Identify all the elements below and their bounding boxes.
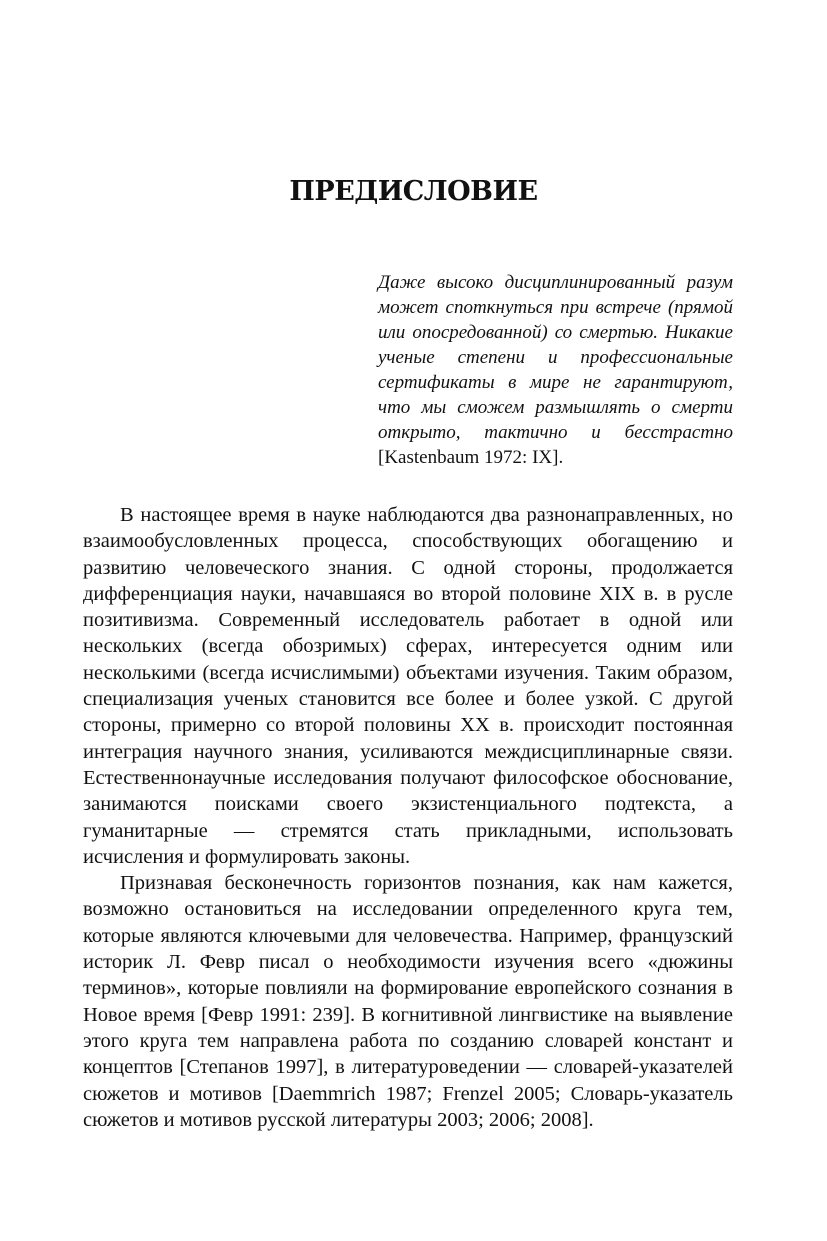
epigraph — [378, 270, 733, 470]
body-text — [83, 502, 733, 1133]
epigraph-quote: Даже высоко дисциплинированный разум может споткнуться при встрече (прямой или опосредованной) со смертью. Никакие ученые степени и профессиональные сертификаты в мире не гарантируют, что мы сможем размышлять о смерти открыто, тактично и бесстрастно — [378, 272, 733, 443]
paragraph-2: Признавая бесконечность горизонтов познания, как нам кажется, возможно остановиться на исследовании определенного круга тем, которые являются ключевыми для человечества. Например, французский историк Л. Февр писал о необходимости изучения всего «дюжины терминов», которые повлияли на формирование европейского сознания в Новое время [Февр 1991: 239]. В когнитивной лингвистике на выявление этого круга тем направлена работа по созданию словарей констант и концептов [Степанов 1997], в литературоведении — словарей-указателей сюжетов и мотивов [Daemmrich 1987; Frenzel 2005; Словарь-указатель сюжетов и мотивов русской литературы 2003; 2006; 2008]. — [83, 872, 733, 1131]
paragraph-1: В настоящее время в науке наблюдаются два разнонаправленных, но взаимообусловленных процесса, способствующих обогащению и развитию человеческого знания. С одной стороны, продолжается дифференциация науки, начавшаяся во второй половине XIX в. в русле позитивизма. Современный исследователь работает в одной или нескольких (всегда обозримых) сферах, интересуется одним или несколькими (всегда исчислимыми) объектами изучения. Таким образом, специализация ученых становится все более и более узкой. С другой стороны, примерно со второй половины XX в. происходит постоянная интеграция научного знания, усиливаются междисциплинарные связи. Естественнонаучные исследования получают философское обоснование, занимаются поисками своего экзистенциального подтекста, а гуманитарные — стремятся стать прикладными, использовать исчисления и формулировать законы. — [83, 504, 733, 868]
page-title: ПРЕДИСЛОВИЕ — [289, 176, 538, 207]
epigraph-citation: [Kastenbaum 1972: IX]. — [378, 447, 564, 468]
